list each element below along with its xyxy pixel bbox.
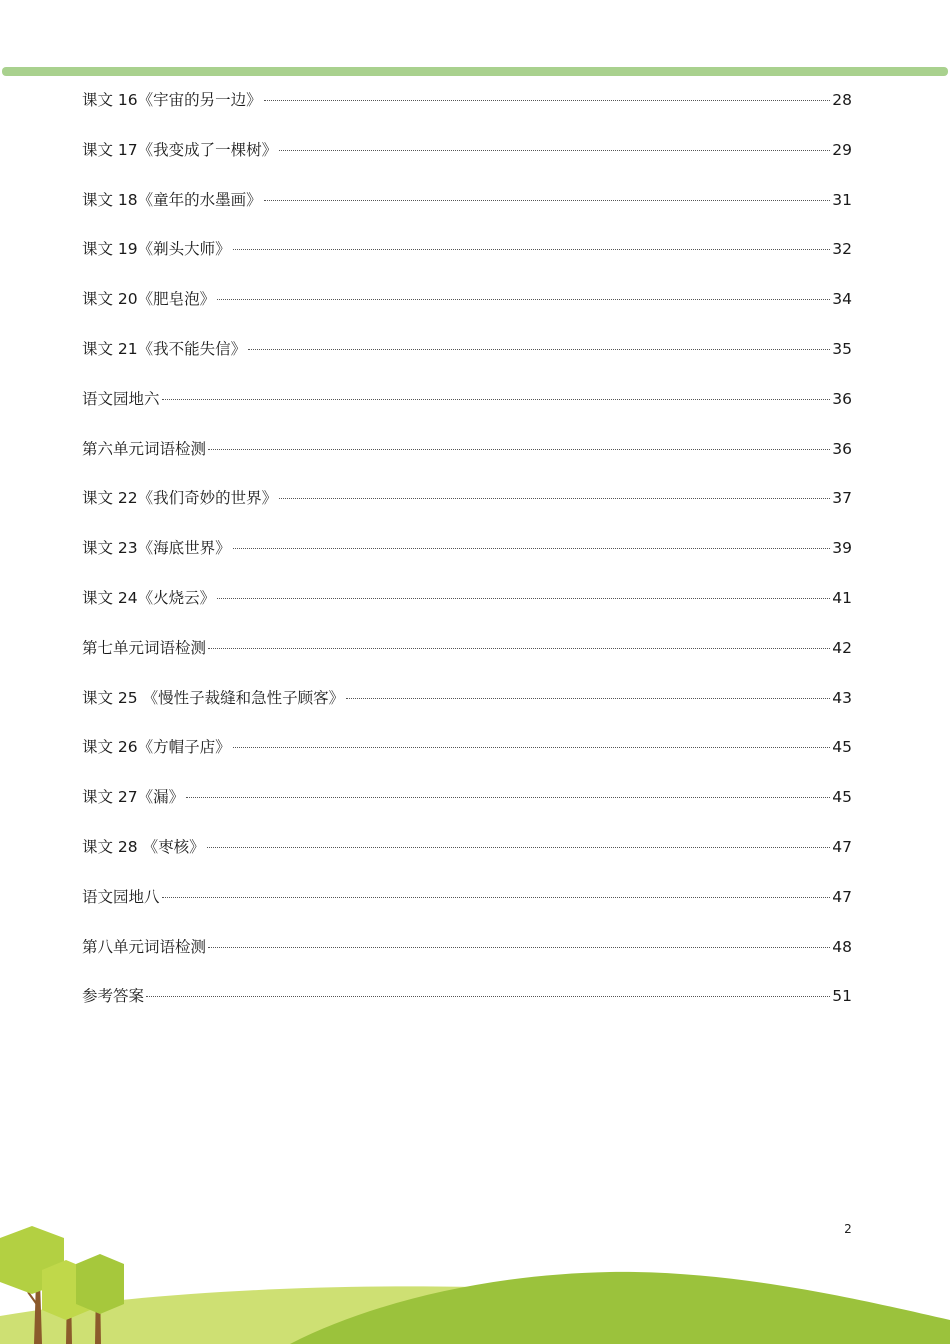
toc-entry-page: 36 [832, 389, 852, 408]
toc-entry-title: 课文 25 《慢性子裁缝和急性子顾客》 [82, 688, 345, 707]
toc-dot-leader [346, 698, 830, 699]
toc-dot-leader [217, 598, 830, 599]
toc-entry[interactable] [82, 437, 852, 487]
toc-entry-page: 39 [832, 539, 852, 558]
toc-entry[interactable] [82, 287, 852, 337]
toc-dot-leader [233, 249, 831, 250]
toc-entry-title: 课文 17《我变成了一棵树》 [82, 140, 278, 159]
toc-entry[interactable] [82, 387, 852, 437]
toc-entry-page: 47 [832, 887, 852, 906]
toc-entry-page: 31 [832, 190, 852, 209]
header-bar [2, 67, 948, 76]
toc-dot-leader [208, 648, 830, 649]
toc-entry[interactable] [82, 188, 852, 238]
toc-entry[interactable] [82, 237, 852, 287]
toc-entry-page: 29 [832, 140, 852, 159]
toc-entry-title: 课文 21《我不能失信》 [82, 339, 247, 358]
toc-entry-title: 课文 16《宇宙的另一边》 [82, 91, 262, 109]
toc-entry-page: 37 [832, 489, 852, 508]
toc-entry[interactable] [82, 686, 852, 736]
toc-entry[interactable] [82, 885, 852, 935]
toc-entry[interactable] [82, 735, 852, 785]
toc-dot-leader [146, 996, 830, 997]
landscape-footer-decoration [0, 1220, 950, 1344]
toc-dot-leader [186, 797, 830, 798]
toc-entry-title: 语文园地六 [82, 389, 160, 408]
toc-dot-leader [208, 947, 830, 948]
toc-entry-page: 51 [832, 987, 852, 1006]
toc-entry[interactable] [82, 835, 852, 885]
toc-dot-leader [233, 747, 831, 748]
toc-entry-title: 课文 20《肥皂泡》 [82, 290, 216, 309]
toc-entry-title: 第八单元词语检测 [82, 937, 207, 956]
toc-entry-title: 第七单元词语检测 [82, 638, 207, 657]
toc-entry-title: 语文园地八 [82, 887, 160, 906]
toc-dot-leader [279, 498, 830, 499]
toc-entry[interactable] [82, 984, 852, 1034]
page-number: 2 [844, 1222, 852, 1236]
toc-dot-leader [207, 847, 831, 848]
toc-entry-title: 第六单元词语检测 [82, 439, 207, 458]
table-of-contents [82, 88, 852, 1034]
toc-entry-page: 35 [832, 339, 852, 358]
toc-entry[interactable] [82, 486, 852, 536]
toc-dot-leader [264, 100, 831, 101]
toc-entry[interactable] [82, 88, 852, 138]
toc-entry-title: 课文 22《我们奇妙的世界》 [82, 489, 278, 508]
toc-entry-page: 45 [832, 788, 852, 807]
toc-dot-leader [217, 299, 830, 300]
toc-entry-title: 课文 23《海底世界》 [82, 539, 231, 558]
toc-entry-page: 34 [832, 290, 852, 309]
toc-entry[interactable] [82, 138, 852, 188]
toc-entry-title: 课文 24《火烧云》 [82, 588, 216, 607]
toc-dot-leader [279, 150, 830, 151]
toc-entry-page: 48 [832, 937, 852, 956]
toc-entry-title: 课文 18《童年的水墨画》 [82, 190, 262, 209]
toc-entry-page: 41 [832, 588, 852, 607]
toc-dot-leader [208, 449, 830, 450]
toc-dot-leader [162, 399, 831, 400]
toc-dot-leader [233, 548, 831, 549]
toc-entry-title: 课文 27《漏》 [82, 788, 185, 807]
toc-entry[interactable] [82, 785, 852, 835]
toc-entry-title: 课文 26《方帽子店》 [82, 738, 231, 757]
toc-entry-title: 课文 28 《枣核》 [82, 837, 205, 856]
toc-entry-page: 36 [832, 439, 852, 458]
toc-entry-page: 28 [832, 91, 852, 109]
toc-dot-leader [248, 349, 830, 350]
toc-dot-leader [264, 200, 831, 201]
toc-entry-title: 课文 19《剃头大师》 [82, 240, 231, 259]
toc-entry-page: 32 [832, 240, 852, 259]
toc-dot-leader [162, 897, 831, 898]
toc-entry[interactable] [82, 586, 852, 636]
toc-entry-title: 参考答案 [82, 987, 145, 1006]
toc-entry[interactable] [82, 636, 852, 686]
toc-entry-page: 43 [832, 688, 852, 707]
toc-entry-page: 45 [832, 738, 852, 757]
toc-entry[interactable] [82, 337, 852, 387]
toc-entry[interactable] [82, 536, 852, 586]
main-hill [290, 1272, 950, 1344]
toc-entry-page: 47 [832, 837, 852, 856]
toc-entry-page: 42 [832, 638, 852, 657]
toc-entry[interactable] [82, 935, 852, 985]
